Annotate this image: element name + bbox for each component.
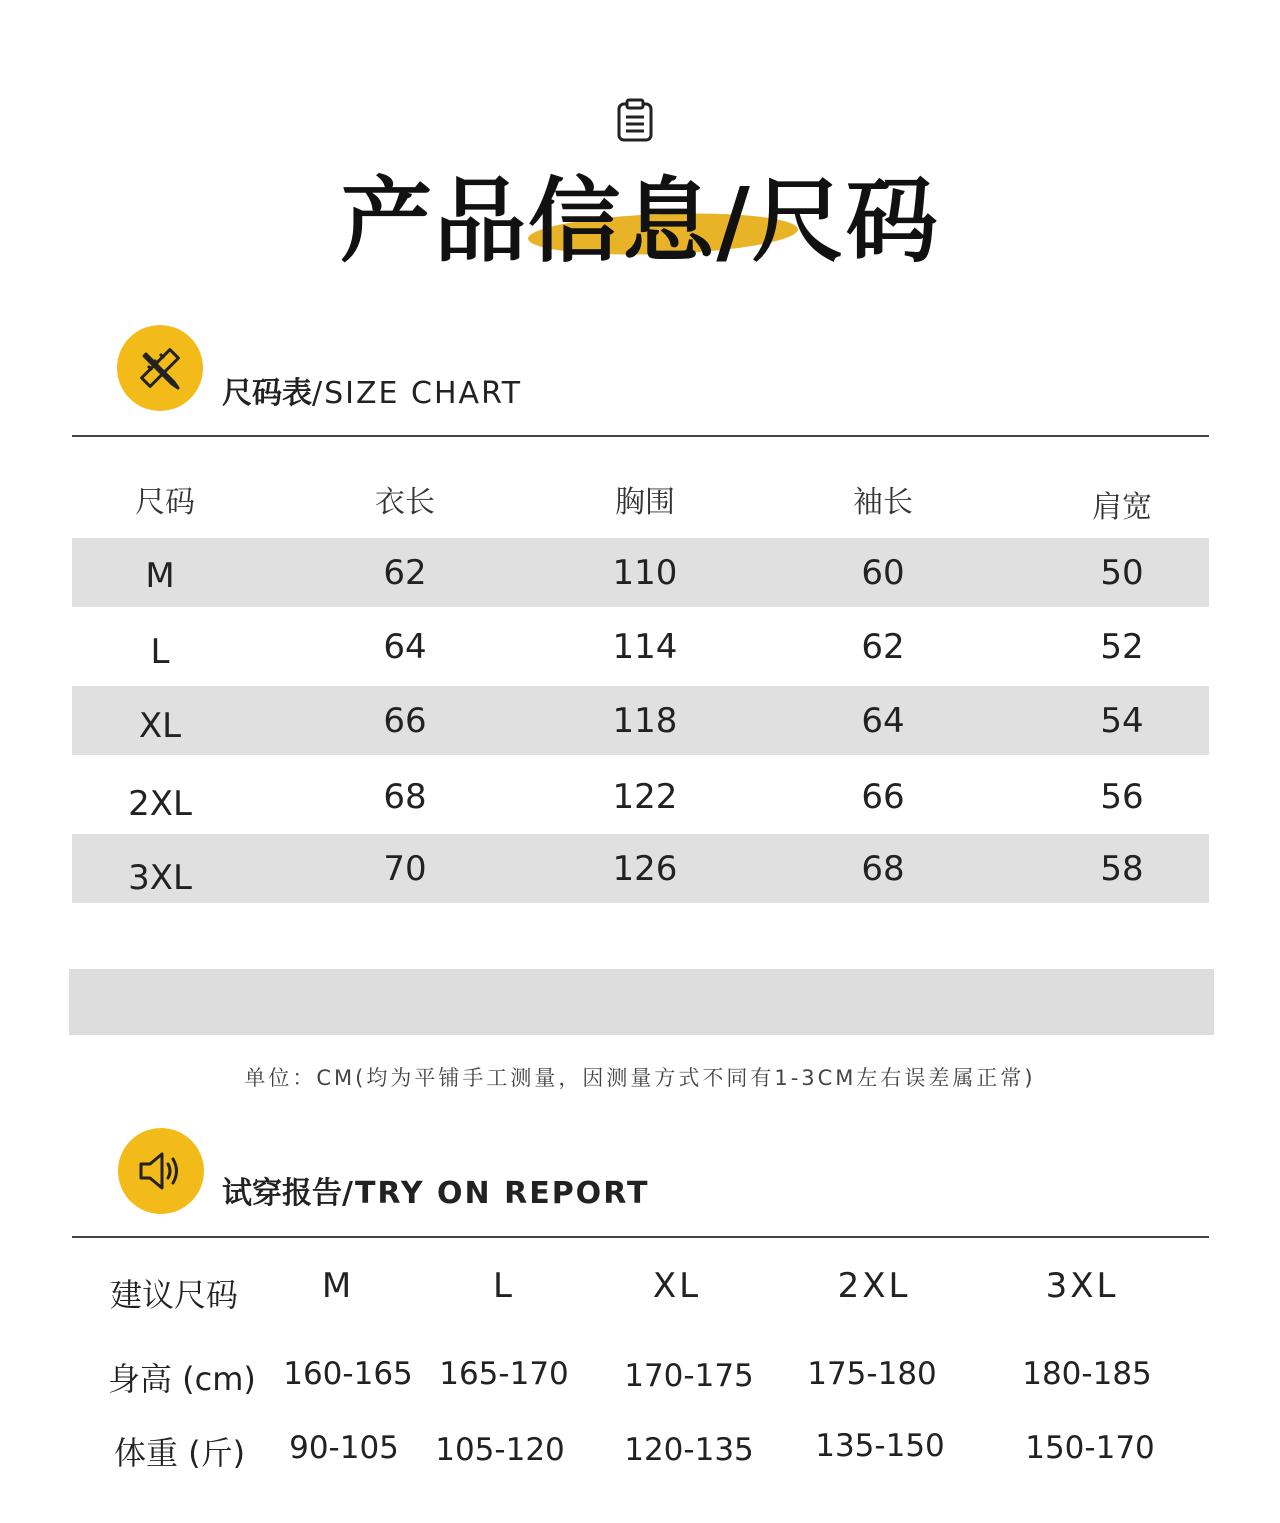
size-cell: 3XL <box>1045 1266 1119 1306</box>
table-row <box>72 538 1209 607</box>
size-chart-divider <box>72 435 1209 437</box>
try-on-title-en: /TRY ON REPORT <box>342 1176 650 1211</box>
height-cell: 175-180 <box>807 1356 937 1392</box>
table-cell: 118 <box>612 700 678 741</box>
try-on-title <box>222 1168 649 1212</box>
weight-label: 体重 (斤) <box>114 1434 246 1472</box>
size-cell: 2XL <box>837 1266 911 1306</box>
try-on-divider <box>72 1236 1209 1238</box>
ruler-pencil-icon <box>117 325 203 411</box>
table-cell: 56 <box>1100 776 1144 817</box>
page-title: 产品信息/尺码 <box>340 168 940 275</box>
table-cell: 50 <box>1100 552 1144 593</box>
table-cell: 70 <box>383 848 427 889</box>
table-row <box>72 686 1209 755</box>
column-header: 袖长 <box>853 484 913 520</box>
suggested-size-row <box>0 1266 1280 1316</box>
table-cell: 62 <box>861 626 905 667</box>
table-row <box>72 612 1209 681</box>
table-cell: 114 <box>612 626 678 667</box>
weight-cell: 150-170 <box>1025 1430 1155 1466</box>
table-cell: XL <box>138 706 182 746</box>
column-header: 胸围 <box>615 484 675 520</box>
table-cell: 52 <box>1100 626 1144 667</box>
size-cell: M <box>321 1266 355 1306</box>
size-chart-header-row <box>72 464 1209 533</box>
column-header: 衣长 <box>375 484 435 520</box>
table-cell: 54 <box>1100 700 1144 741</box>
table-cell: 110 <box>612 552 678 593</box>
table-cell: 66 <box>383 700 427 741</box>
size-chart-title-cn: 尺码表 <box>222 376 312 411</box>
table-cell: 64 <box>861 700 905 741</box>
size-cell: L <box>493 1266 515 1306</box>
weight-row <box>0 1428 1280 1478</box>
table-cell: 2XL <box>128 784 192 824</box>
table-cell: 58 <box>1100 848 1144 889</box>
table-cell: M <box>145 556 175 596</box>
height-cell: 180-185 <box>1022 1356 1152 1392</box>
table-cell: 62 <box>383 552 427 593</box>
height-label: 身高 (cm) <box>108 1360 256 1398</box>
table-cell: 68 <box>861 848 905 889</box>
table-cell: 60 <box>861 552 905 593</box>
size-chart-title-en: /SIZE CHART <box>312 376 523 411</box>
weight-cell: 105-120 <box>435 1432 565 1468</box>
suggested-size-label: 建议尺码 <box>110 1276 239 1314</box>
table-cell: 3XL <box>128 858 192 898</box>
height-cell: 165-170 <box>439 1356 569 1392</box>
size-chart-title <box>222 368 522 412</box>
speaker-icon <box>118 1128 204 1214</box>
empty-gray-band <box>69 969 1214 1035</box>
column-header: 肩宽 <box>1092 490 1152 525</box>
size-cell: XL <box>652 1266 702 1306</box>
weight-cell: 120-135 <box>624 1432 754 1468</box>
clipboard-icon <box>612 98 658 144</box>
height-cell: 160-165 <box>283 1356 413 1392</box>
weight-cell: 135-150 <box>815 1428 945 1464</box>
weight-cell: 90-105 <box>289 1430 399 1466</box>
try-on-title-cn: 试穿报告 <box>222 1176 342 1211</box>
table-cell: 64 <box>383 626 427 667</box>
table-cell: 68 <box>383 776 427 817</box>
measurement-note: 单位：CM(均为平铺手工测量，因测量方式不同有1-3CM左右误差属正常) <box>244 1066 1036 1090</box>
height-cell: 170-175 <box>624 1358 754 1394</box>
height-row <box>0 1352 1280 1402</box>
table-cell: L <box>150 632 170 672</box>
table-cell: 66 <box>861 776 905 817</box>
table-cell: 126 <box>612 848 678 889</box>
column-header: 尺码 <box>135 484 195 520</box>
table-row <box>72 762 1209 831</box>
table-row <box>72 834 1209 903</box>
table-cell: 122 <box>612 776 678 817</box>
